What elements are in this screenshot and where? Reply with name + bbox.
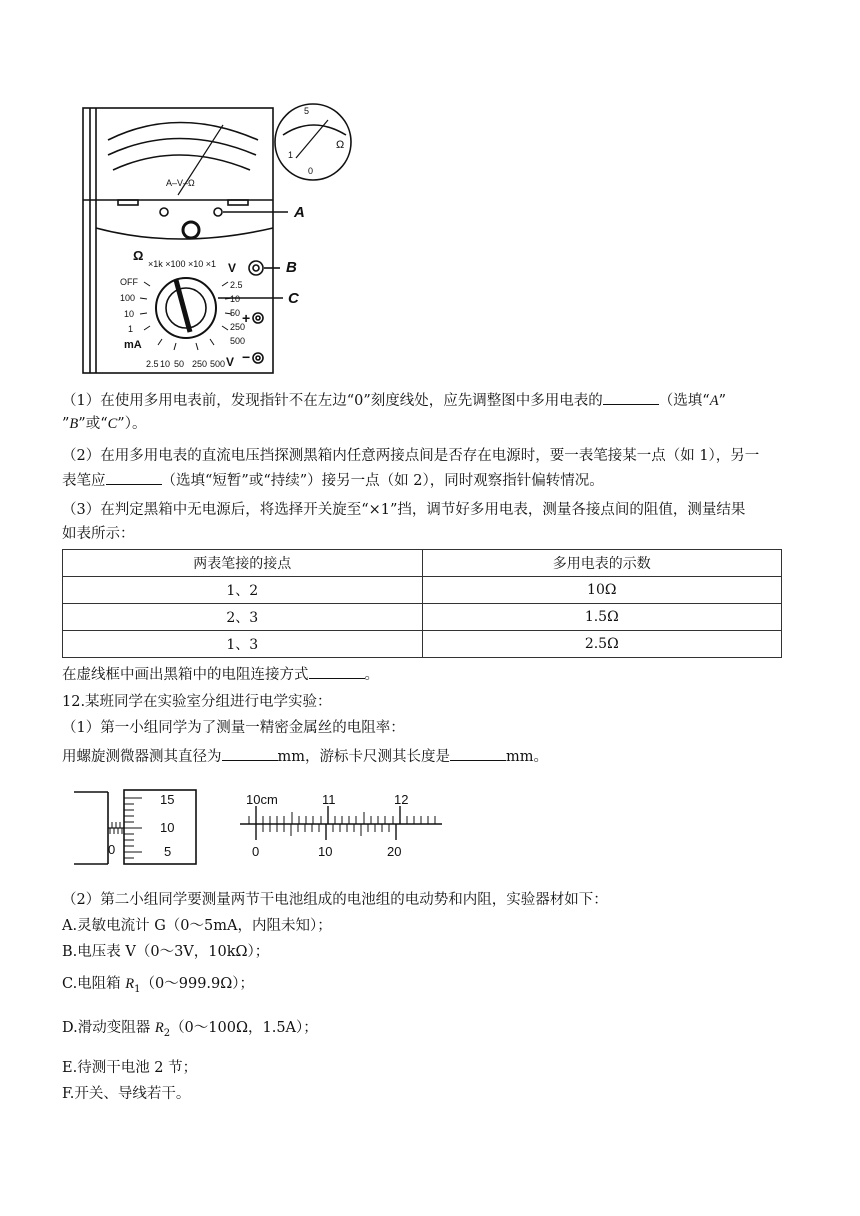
caliper-figure xyxy=(236,790,446,862)
meter-right-tick-1: 10 xyxy=(230,294,241,304)
caliper-vernier-0: 0 xyxy=(252,844,260,859)
micrometer-tick-10: 10 xyxy=(160,820,175,835)
item-a: A.灵敏电流计 G（0～5mA，内阻未知）； xyxy=(62,918,332,934)
meter-minus: − xyxy=(242,349,251,365)
q1-line2: ”B”或“C”）。 xyxy=(62,416,147,432)
meter-bottom-tick-3: 250 xyxy=(192,359,208,369)
table-cell: 10Ω xyxy=(422,577,782,604)
after-table-blank xyxy=(309,664,365,679)
table-row xyxy=(63,604,782,631)
table-header-row xyxy=(63,550,782,577)
table-row xyxy=(63,577,782,604)
q12-measure: 用螺旋测微器测其直径为 mm，游标卡尺测其长度是 mm。 xyxy=(62,746,548,767)
item-d: D.滑动变阻器 $R_2(0\sim 100\Omega$，1.5A）； xyxy=(62,1020,318,1039)
meter-avo: A–V–Ω xyxy=(166,178,195,188)
table-header: 多用电表的示数 xyxy=(422,550,782,577)
q2-line1: （2）在用多用电表的直流电压挡探测黑箱内任意两接点间是否存在电源时，要一表笔接某一点（如 1），另一 xyxy=(62,448,760,464)
q2-blank xyxy=(106,470,162,485)
meter-ma: mA xyxy=(124,339,142,351)
table-cell: 1.5Ω xyxy=(422,604,782,631)
meter-right-tick-2: 50 xyxy=(230,308,241,318)
meter-right-tick-0: 2.5 xyxy=(230,280,243,290)
diameter-blank xyxy=(222,746,278,761)
q2-line2: 表笔应 （选填“短暂”或“持续”）接另一点（如 2），同时观察指针偏转情况。 xyxy=(62,470,604,491)
resistance-table xyxy=(62,549,782,658)
multimeter-figure xyxy=(78,100,368,375)
table-cell: 2.5Ω xyxy=(422,631,782,658)
micrometer-zero: 0 xyxy=(108,842,116,857)
caliper-main-10cm: 10cm xyxy=(246,792,278,807)
meter-ohm-ranges: ×1k ×100 ×10 ×1 xyxy=(148,259,217,269)
q12-sub1: （1）第一小组同学为了测量一精密金属丝的电阻率： xyxy=(62,720,405,736)
meter-right-tick-3: 250 xyxy=(230,322,246,332)
item-b: B.电压表 V（0～3V，10kΩ）； xyxy=(62,944,270,960)
length-blank xyxy=(450,746,506,761)
meter-left-tick-0: 100 xyxy=(120,293,136,303)
meter-bottom-tick-1: 10 xyxy=(160,359,171,369)
table-cell: 1、2 xyxy=(63,577,423,604)
q12-2-intro: （2）第二小组同学要测量两节干电池组成的电池组的电动势和内阻，实验器材如下： xyxy=(62,892,608,908)
q3-line1: （3）在判定黑箱中无电源后，将选择开关旋至“×1”挡，调节好多用电表，测量各接点间的阻值，测量结果 xyxy=(62,502,746,518)
table-row xyxy=(63,631,782,658)
table-cell: 1、3 xyxy=(63,631,423,658)
label-c: C xyxy=(288,290,299,307)
meter-off: OFF xyxy=(120,277,138,287)
meter-bottom-tick-2: 50 xyxy=(174,359,185,369)
item-f: F.开关、导线若干。 xyxy=(62,1086,191,1102)
caliper-vernier-10: 10 xyxy=(318,844,333,859)
after-table-line: 在虚线框中画出黑箱中的电阻连接方式 。 xyxy=(62,664,379,685)
label-b: B xyxy=(286,259,297,276)
item-c: C.电阻箱 $R_1(0\sim 999.9\Omega)$； xyxy=(62,976,255,995)
meter-omega: Ω xyxy=(133,248,144,263)
magnifier-omega: Ω xyxy=(336,139,345,151)
meter-right-tick-4: 500 xyxy=(230,336,246,346)
magnifier-tick-2: 0 xyxy=(308,166,314,176)
meter-v-bottom: V xyxy=(226,355,235,369)
magnifier-tick-0: 5 xyxy=(304,106,310,116)
table-cell: 2、3 xyxy=(63,604,423,631)
q12-title: 12.某班同学在实验室分组进行电学实验： xyxy=(62,694,332,710)
caliper-main-12: 12 xyxy=(394,792,409,807)
item-e: E.待测干电池 2 节； xyxy=(62,1060,198,1076)
meter-bottom-tick-0: 2.5 xyxy=(146,359,159,369)
meter-v: V xyxy=(228,261,237,275)
q1-line1: （1）在使用多用电表前，发现指针不在左边“0”刻度线处，应先调整图中多用电表的 （选填“A” xyxy=(62,390,726,411)
q1-blank xyxy=(603,390,659,405)
caliper-vernier-20: 20 xyxy=(387,844,402,859)
caliper-main-11: 11 xyxy=(322,792,336,807)
meter-plus: + xyxy=(242,310,251,326)
meter-bottom-tick-4: 500 xyxy=(210,359,226,369)
micrometer-tick-15: 15 xyxy=(160,792,175,807)
table-header: 两表笔接的接点 xyxy=(63,550,423,577)
micrometer-tick-5: 5 xyxy=(164,844,172,859)
meter-left-tick-1: 10 xyxy=(124,309,135,319)
magnifier-tick-1: 1 xyxy=(288,150,294,160)
label-a: A xyxy=(294,204,305,221)
meter-left-tick-2: 1 xyxy=(128,324,134,334)
micrometer-figure xyxy=(74,786,204,866)
q3-line2: 如表所示： xyxy=(62,526,135,542)
